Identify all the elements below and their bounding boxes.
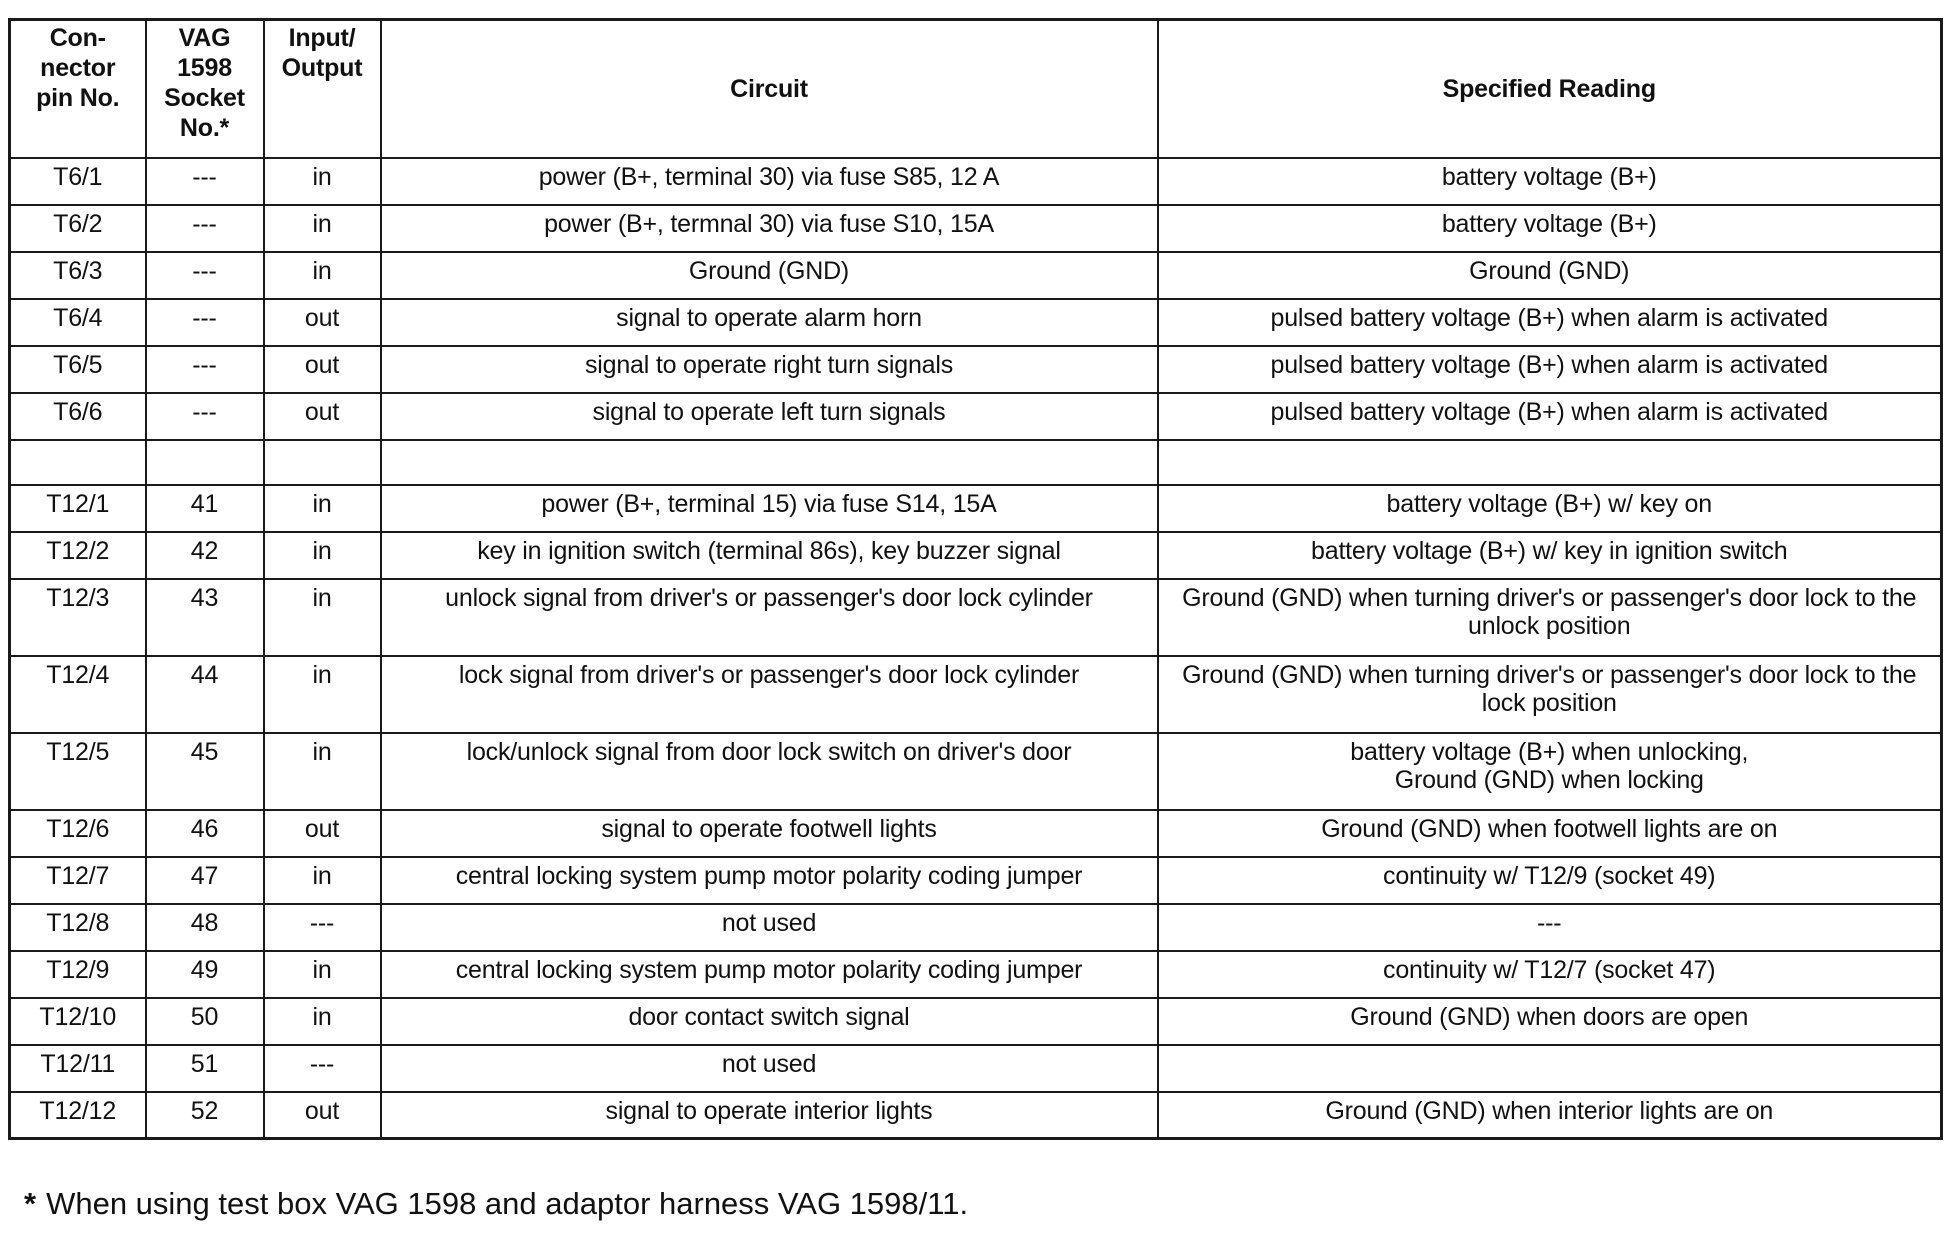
cell-circuit: signal to operate alarm horn: [381, 299, 1158, 346]
cell-socket-no: 47: [146, 857, 264, 904]
cell-circuit: signal to operate left turn signals: [381, 393, 1158, 440]
cell-circuit: power (B+, terminal 30) via fuse S85, 12 A: [381, 158, 1158, 205]
table-row: [10, 440, 1942, 485]
header-connector-pin: Con- nector pin No.: [10, 20, 146, 158]
cell-specified-reading: Ground (GND) when footwell lights are on: [1158, 810, 1942, 857]
table-row: [10, 485, 1942, 532]
table-row: [10, 904, 1942, 951]
cell-circuit: power (B+, termnal 30) via fuse S10, 15A: [381, 205, 1158, 252]
cell-socket-no: ---: [146, 158, 264, 205]
cell-specified-reading: continuity w/ T12/9 (socket 49): [1158, 857, 1942, 904]
cell-input-output: in: [264, 579, 381, 656]
cell-socket-no: 46: [146, 810, 264, 857]
table-row: [10, 1045, 1942, 1092]
cell-connector-pin: T12/6: [10, 810, 146, 857]
table-row: [10, 733, 1942, 810]
cell-input-output: out: [264, 1092, 381, 1139]
cell-input-output: out: [264, 299, 381, 346]
cell-socket-no: 41: [146, 485, 264, 532]
cell-connector-pin: T12/12: [10, 1092, 146, 1139]
table-row: [10, 299, 1942, 346]
cell-socket-no: 45: [146, 733, 264, 810]
cell-circuit: central locking system pump motor polarity coding jumper: [381, 951, 1158, 998]
cell-specified-reading: battery voltage (B+) w/ key on: [1158, 485, 1942, 532]
cell-specified-reading: Ground (GND) when turning driver's or passenger's door lock to the lock position: [1158, 656, 1942, 733]
cell-circuit: lock/unlock signal from door lock switch on driver's door: [381, 733, 1158, 810]
cell-specified-reading: [1158, 440, 1942, 485]
cell-circuit: unlock signal from driver's or passenger's door lock cylinder: [381, 579, 1158, 656]
footnote-asterisk: *: [24, 1186, 37, 1221]
cell-input-output: ---: [264, 904, 381, 951]
cell-specified-reading: Ground (GND) when doors are open: [1158, 998, 1942, 1045]
cell-input-output: in: [264, 252, 381, 299]
table-row: [10, 532, 1942, 579]
cell-input-output: in: [264, 532, 381, 579]
cell-circuit: not used: [381, 904, 1158, 951]
cell-input-output: in: [264, 656, 381, 733]
cell-input-output: out: [264, 346, 381, 393]
header-socket-no: VAG 1598 Socket No.*: [146, 20, 264, 158]
cell-circuit: door contact switch signal: [381, 998, 1158, 1045]
cell-connector-pin: [10, 440, 146, 485]
cell-socket-no: 50: [146, 998, 264, 1045]
cell-circuit: Ground (GND): [381, 252, 1158, 299]
cell-connector-pin: T12/4: [10, 656, 146, 733]
cell-circuit: not used: [381, 1045, 1158, 1092]
header-circuit: Circuit: [381, 20, 1158, 158]
cell-connector-pin: T12/11: [10, 1045, 146, 1092]
cell-circuit: central locking system pump motor polarity coding jumper: [381, 857, 1158, 904]
cell-specified-reading: continuity w/ T12/7 (socket 47): [1158, 951, 1942, 998]
table-row: [10, 656, 1942, 733]
cell-socket-no: [146, 440, 264, 485]
cell-circuit: signal to operate footwell lights: [381, 810, 1158, 857]
cell-specified-reading: ---: [1158, 904, 1942, 951]
header-specified-reading: Specified Reading: [1158, 20, 1942, 158]
cell-circuit: [381, 440, 1158, 485]
cell-input-output: in: [264, 998, 381, 1045]
cell-specified-reading: pulsed battery voltage (B+) when alarm is activated: [1158, 393, 1942, 440]
cell-socket-no: ---: [146, 299, 264, 346]
cell-circuit: key in ignition switch (terminal 86s), key buzzer signal: [381, 532, 1158, 579]
cell-socket-no: ---: [146, 252, 264, 299]
cell-input-output: in: [264, 951, 381, 998]
cell-specified-reading: battery voltage (B+): [1158, 158, 1942, 205]
cell-specified-reading: battery voltage (B+) w/ key in ignition switch: [1158, 532, 1942, 579]
cell-input-output: [264, 440, 381, 485]
cell-circuit: power (B+, terminal 15) via fuse S14, 15A: [381, 485, 1158, 532]
cell-input-output: out: [264, 393, 381, 440]
cell-specified-reading: battery voltage (B+): [1158, 205, 1942, 252]
cell-input-output: in: [264, 485, 381, 532]
cell-specified-reading: pulsed battery voltage (B+) when alarm is activated: [1158, 299, 1942, 346]
footnote-text: When using test box VAG 1598 and adaptor harness VAG 1598/11.: [46, 1186, 969, 1221]
cell-connector-pin: T6/3: [10, 252, 146, 299]
cell-connector-pin: T6/2: [10, 205, 146, 252]
header-input-output: Input/ Output: [264, 20, 381, 158]
cell-specified-reading: Ground (GND): [1158, 252, 1942, 299]
table-row: [10, 158, 1942, 205]
cell-socket-no: 49: [146, 951, 264, 998]
cell-connector-pin: T12/2: [10, 532, 146, 579]
table-row: [10, 810, 1942, 857]
cell-connector-pin: T12/5: [10, 733, 146, 810]
table-row: [10, 205, 1942, 252]
table-row: [10, 346, 1942, 393]
cell-input-output: out: [264, 810, 381, 857]
cell-specified-reading: Ground (GND) when turning driver's or passenger's door lock to the unlock position: [1158, 579, 1942, 656]
footnote: [24, 1186, 968, 1222]
table-row: [10, 998, 1942, 1045]
cell-socket-no: 51: [146, 1045, 264, 1092]
cell-connector-pin: T12/10: [10, 998, 146, 1045]
cell-socket-no: 48: [146, 904, 264, 951]
cell-socket-no: ---: [146, 346, 264, 393]
cell-connector-pin: T6/1: [10, 158, 146, 205]
cell-input-output: in: [264, 733, 381, 810]
cell-socket-no: ---: [146, 393, 264, 440]
cell-specified-reading: pulsed battery voltage (B+) when alarm is activated: [1158, 346, 1942, 393]
table-row: [10, 951, 1942, 998]
table-row: [10, 252, 1942, 299]
cell-input-output: ---: [264, 1045, 381, 1092]
cell-specified-reading: battery voltage (B+) when unlocking, Ground (GND) when locking: [1158, 733, 1942, 810]
cell-connector-pin: T12/7: [10, 857, 146, 904]
cell-connector-pin: T12/1: [10, 485, 146, 532]
cell-socket-no: 44: [146, 656, 264, 733]
connector-pin-table: [8, 18, 1943, 1140]
cell-circuit: signal to operate right turn signals: [381, 346, 1158, 393]
cell-socket-no: ---: [146, 205, 264, 252]
cell-input-output: in: [264, 205, 381, 252]
cell-input-output: in: [264, 857, 381, 904]
cell-specified-reading: Ground (GND) when interior lights are on: [1158, 1092, 1942, 1139]
cell-circuit: signal to operate interior lights: [381, 1092, 1158, 1139]
cell-input-output: in: [264, 158, 381, 205]
cell-connector-pin: T6/5: [10, 346, 146, 393]
cell-connector-pin: T6/6: [10, 393, 146, 440]
cell-socket-no: 42: [146, 532, 264, 579]
cell-connector-pin: T12/3: [10, 579, 146, 656]
cell-circuit: lock signal from driver's or passenger's door lock cylinder: [381, 656, 1158, 733]
cell-specified-reading: [1158, 1045, 1942, 1092]
table-body: [10, 158, 1942, 1139]
table-row: [10, 393, 1942, 440]
table-row: [10, 579, 1942, 656]
cell-socket-no: 52: [146, 1092, 264, 1139]
cell-connector-pin: T6/4: [10, 299, 146, 346]
table-header-row: [10, 20, 1942, 158]
cell-connector-pin: T12/8: [10, 904, 146, 951]
pin-chart-sheet: [8, 18, 1940, 1140]
table-row: [10, 1092, 1942, 1139]
cell-connector-pin: T12/9: [10, 951, 146, 998]
cell-socket-no: 43: [146, 579, 264, 656]
table-row: [10, 857, 1942, 904]
